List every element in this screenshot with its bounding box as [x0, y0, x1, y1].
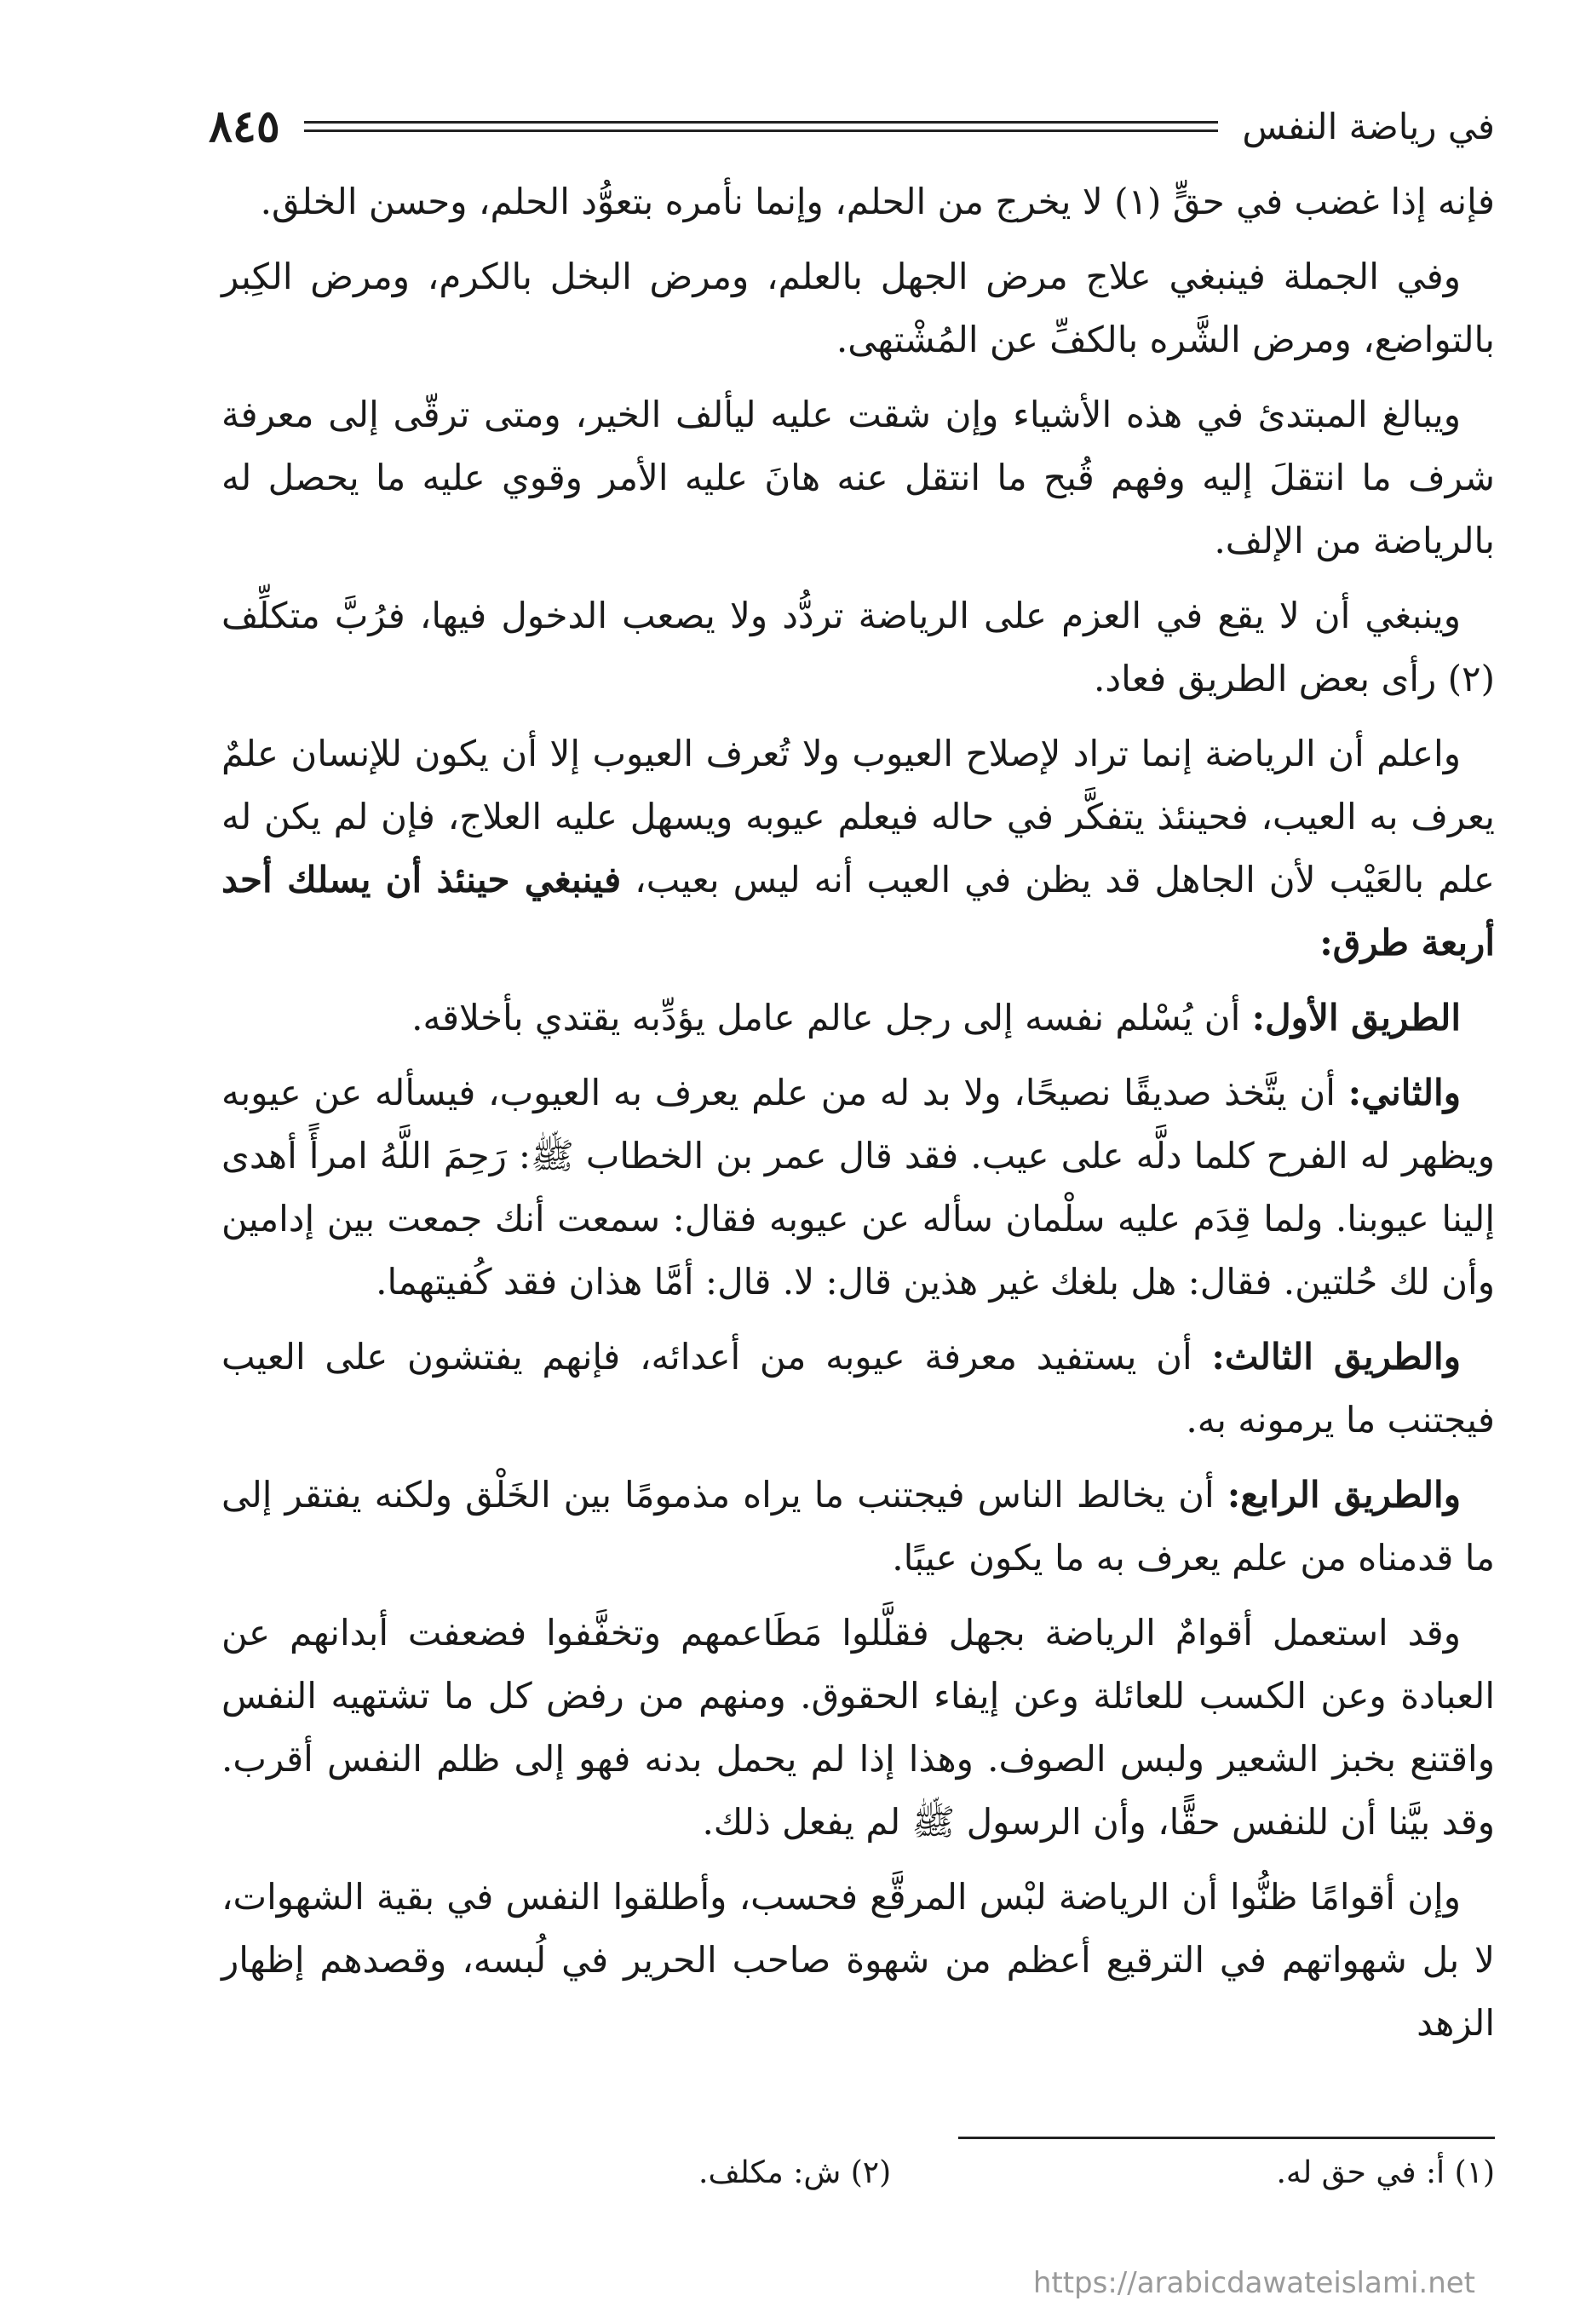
section-lead: والثاني:: [1348, 1072, 1461, 1113]
paragraph: وفي الجملة فينبغي علاج مرض الجهل بالعلم، ومرض البخل بالكرم، ومرض الكِبر بالتواضع، ومرض الشَّره بالكفِّ عن المُشْتهى.: [221, 256, 1495, 360]
paragraph: فإنه إذا غضب في حقٍّ (١) لا يخرج من الحلم، وإنما نأمره بتعوُّد الحلم، وحسن الخلق.: [260, 181, 1495, 222]
paragraph: الطريق الأول: أن يُسْلم نفسه إلى رجل عالم عامل يؤدِّبه يقتدي بأخلاقه.: [411, 997, 1461, 1038]
bold-phrase: فينبغي حينئذ أن يسلك أحد أربعة طرق:: [221, 859, 1495, 964]
section-lead: الطريق الأول:: [1251, 997, 1461, 1038]
paragraph: وينبغي أن لا يقع في العزم على الرياضة تردُّد ولا يصعب الدخول فيها، فرُبَّ متكلِّف (٢) رأى بعض الطريق فعاد.: [221, 595, 1495, 699]
header-rule: [304, 121, 1219, 132]
page-number: ٨٤٥: [209, 100, 280, 152]
paragraph: والطريق الثالث: أن يستفيد معرفة عيوبه من أعدائه، فإنهم يفتشون على العيب فيجتنب ما يرمونه به.: [221, 1336, 1495, 1441]
footnotes: [221, 2155, 1495, 2190]
paragraph: واعلم أن الرياضة إنما تراد لإصلاح العيوب ولا تُعرف العيوب إلا أن يكون للإنسان علمٌ يعرف به العيب، فحينئذ يتفكَّر في حاله فيعلم عيوبه ويسهل عليه العلاج، فإن لم يكن له علم بالعَيْب لأن الجاهل قد يظن في العيب أنه ليس بعيب، فينبغي حينئذ أن يسلك أحد أربعة طرق:: [221, 733, 1495, 964]
footnote-2: (٢) ش: مكلف.: [698, 2155, 892, 2190]
paragraph: وإن أقوامًا ظنُّوا أن الرياضة لبْس المرقَّع فحسب، وأطلقوا النفس في بقية الشهوات، لا بل شهواتهم في الترقيع أعظم من شهوة صاحب الحرير في لُبسه، وقصدهم إظهار الزهد: [221, 1876, 1495, 2044]
running-title: في رياضة النفس: [1242, 105, 1495, 147]
footnote-1: (١) أ: في حق له.: [1276, 2155, 1495, 2190]
paragraph: ويبالغ المبتدئ في هذه الأشياء وإن شقت عليه ليألف الخير، ومتى ترقّى إلى معرفة شرف ما انتقلَ إليه وفهم قُبح ما انتقل عنه هانَ عليه الأمر وقوي عليه ما يحصل له بالرياضة من الإلف.: [221, 394, 1495, 561]
section-lead: والطريق الثالث:: [1211, 1336, 1461, 1378]
footnote-divider: [958, 2137, 1495, 2139]
section-lead: والطريق الرابع:: [1227, 1474, 1461, 1516]
paragraph: والثاني: أن يتَّخذ صديقًا نصيحًا، ولا بد له من علم يعرف به العيوب، فيسأله عن عيوبه ويظهر له الفرح كلما دلَّه على عيب. فقد قال عمر بن الخطاب ﷺ: رَحِمَ اللَّهُ امرأً أهدى إلينا عيوبنا. ولما قِدَم عليه سلْمان سأله عن عيوبه فقال: سمعت أنك جمعت بين إدامين وأن لك حُلتين. فقال: هل بلغك غير هذين قال: لا. قال: أمَّا هذان فقد كُفيتهما.: [221, 1072, 1495, 1303]
page-header: [209, 92, 1495, 160]
paragraph: والطريق الرابع: أن يخالط الناس فيجتنب ما يراه مذمومًا بين الخَلْق ولكنه يفتقر إلى ما قدمناه من علم يعرف به ما يكون عيبًا.: [221, 1474, 1495, 1579]
watermark-url: https://arabicdawateislami.net: [1032, 2266, 1475, 2300]
paragraph: وقد استعمل أقوامٌ الرياضة بجهل فقلَّلوا مَطَاعمهم وتخفَّفوا فضعفت أبدانهم عن العبادة وعن الكسب للعائلة وعن إيفاء الحقوق. ومنهم من رفض كل ما تشتهيه النفس واقتنع بخبز الشعير ولبس الصوف. وهذا إذا لم يحمل بدنه فهو إلى ظلم النفس أقرب. وقد بيَّنا أن للنفس حقًّا، وأن الرسول ﷺ لم يفعل ذلك.: [221, 1612, 1495, 1843]
page-body: [221, 170, 1495, 2067]
